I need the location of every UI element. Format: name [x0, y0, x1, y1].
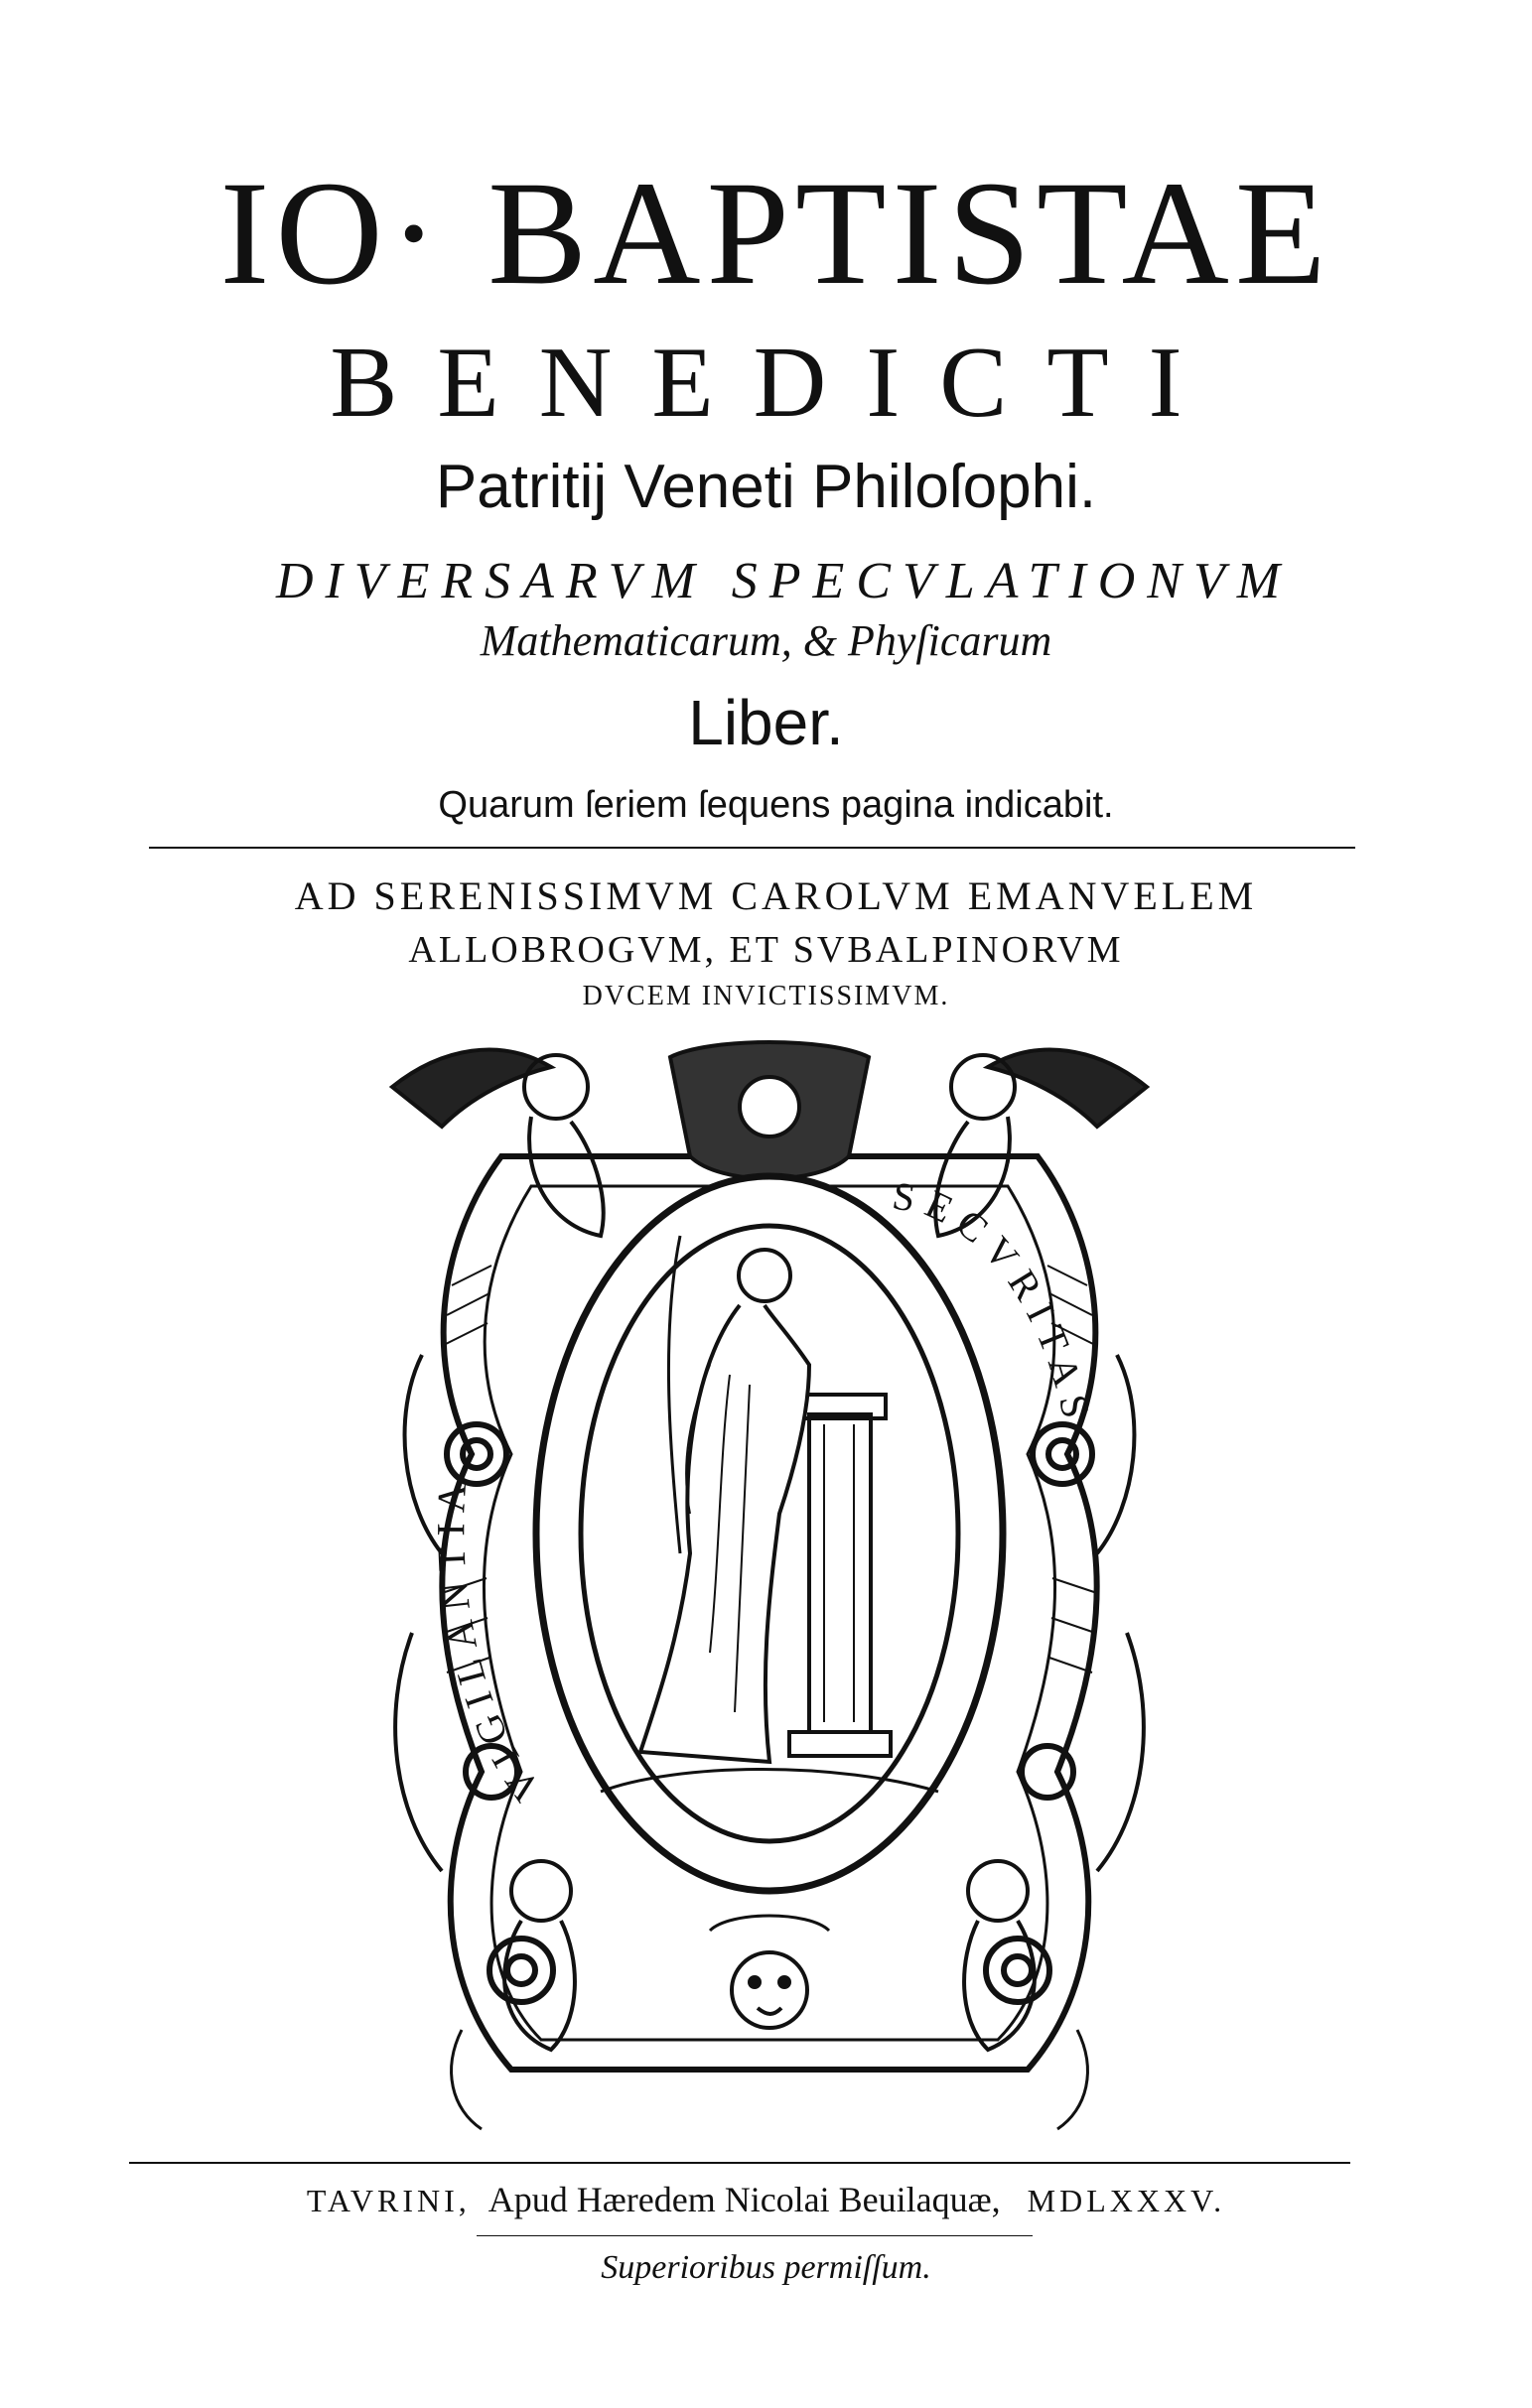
bottom-rule: [129, 2162, 1350, 2164]
top-rule: [149, 847, 1355, 849]
motto-left: VIGILANTIA: [428, 1472, 550, 1810]
dedication-line-3: DVCEM INVICTISSIMVM.: [582, 981, 950, 1011]
small-rule: [477, 2235, 1033, 2236]
work-subtitle-line: Mathematicarum, & Phyſicarum: [480, 616, 1052, 665]
bottom-ornament: [452, 1861, 1088, 2129]
work-title-line: DIVERSARVM SPECVLATIONVM: [275, 553, 1293, 609]
imprint-printer: Apud Hæredem Nicolai Beuilaquæ,: [487, 2180, 1001, 2219]
dedication-line-2: ALLOBROGVM, ET SVBALPINORVM: [408, 929, 1124, 971]
motto-right: SECVRITAS: [889, 1172, 1101, 1432]
printer-device-woodcut: [382, 1037, 1157, 2139]
contents-note-line: Quarum ſeriem ſequens pagina indicabit.: [438, 784, 1114, 826]
author-surname-line: BENEDICTI: [330, 327, 1222, 439]
work-liber-line: Liber.: [688, 687, 844, 758]
author-description-line: Patritij Veneti Philoſophi.: [435, 453, 1097, 521]
imprint-city: TAVRINI,: [306, 2183, 471, 2218]
author-name-line: IO· BAPTISTAE: [219, 151, 1332, 316]
imprint-line: [0, 2182, 1532, 2217]
permission-line: Superioribus permiſſum.: [601, 2249, 931, 2286]
imprint-year: MDLXXXV.: [1027, 2183, 1226, 2218]
dedication-line-1: AD SERENISSIMVM CAROLVM EMANVELEM: [294, 873, 1258, 918]
